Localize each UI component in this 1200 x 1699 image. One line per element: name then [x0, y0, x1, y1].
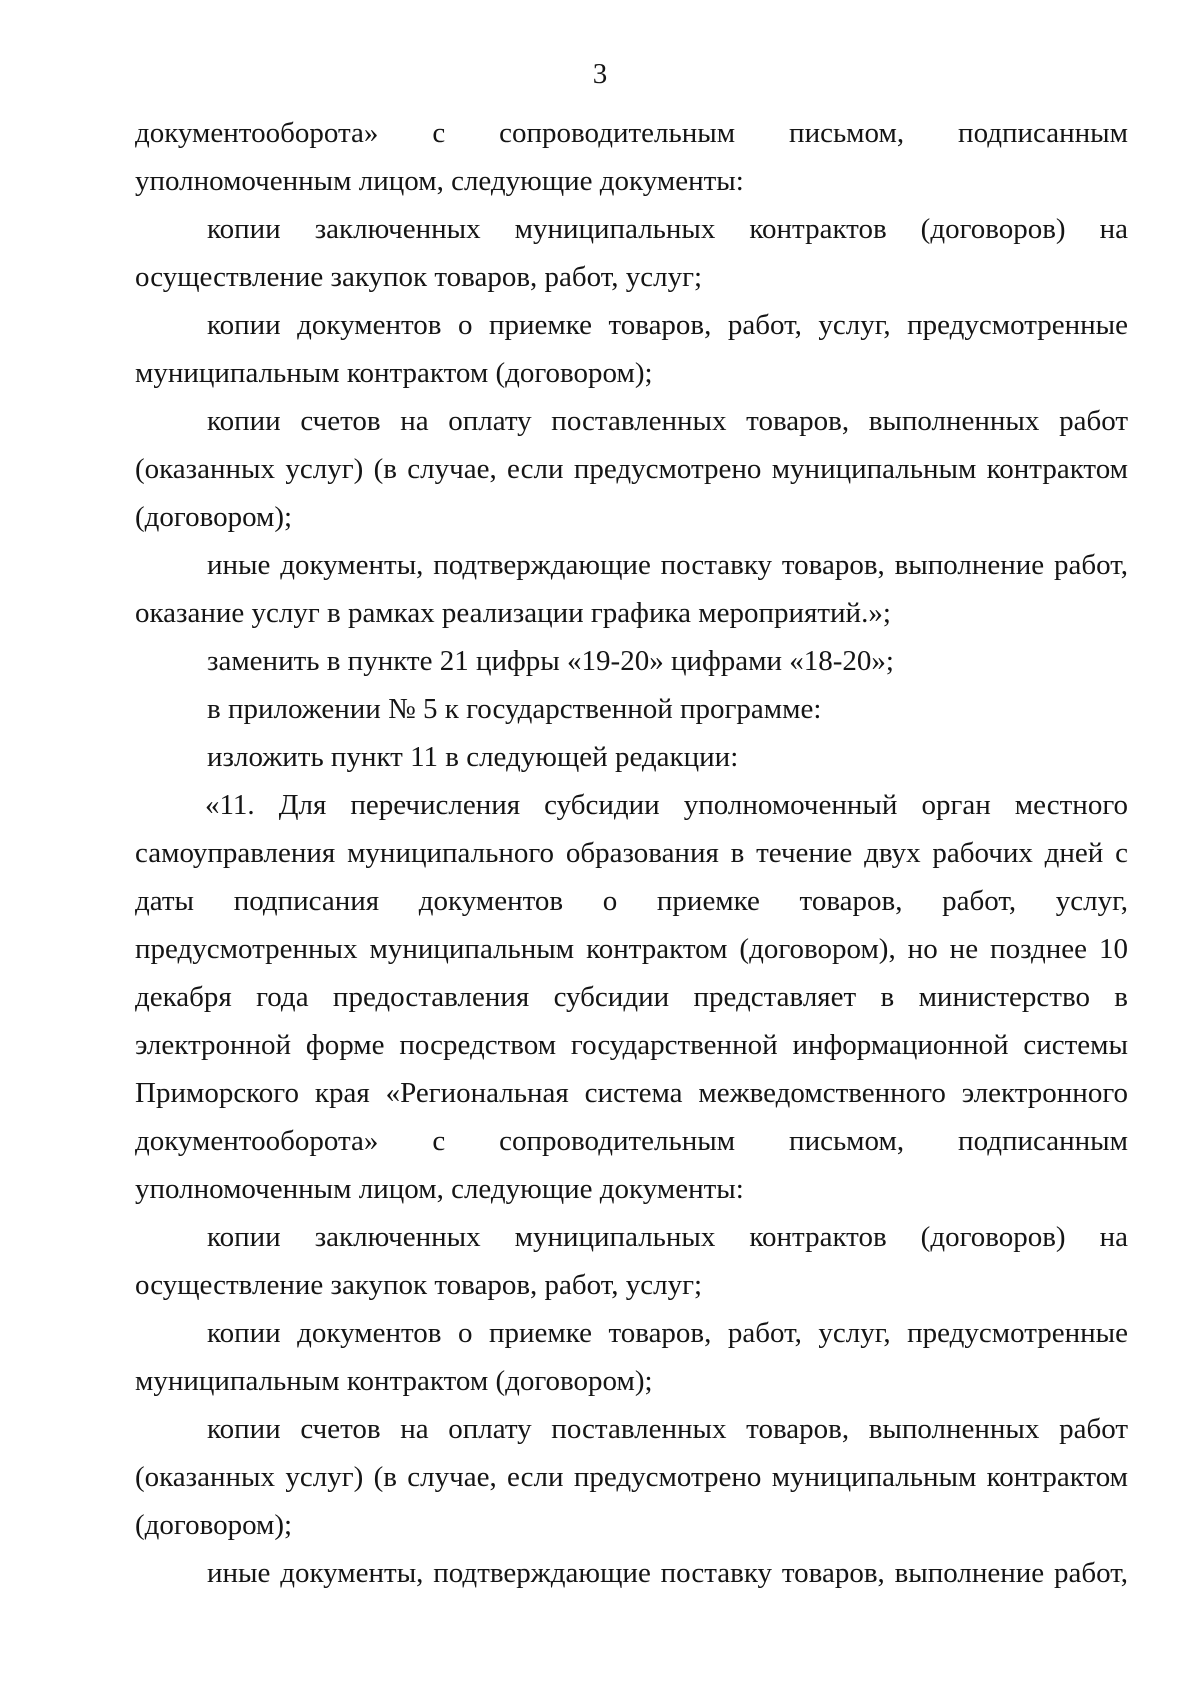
paragraph-replace-digits: заменить в пункте 21 цифры «19-20» цифрами «18-20»; [207, 645, 894, 677]
document-body [135, 109, 1128, 1597]
paragraph-continuation: документооборота» с сопроводительным письмом, подписанным уполномоченным лицом, следующие документы: [135, 117, 1128, 197]
paragraph-other-documents-2: иные документы, подтверждающие поставку товаров, выполнение работ, [207, 1557, 1128, 1589]
paragraph-invoice-copies-2: копии счетов на оплату поставленных товаров, выполненных работ (оказанных услуг) (в случае, если предусмотрено муниципальным контрактом (договором); [135, 1413, 1128, 1541]
paragraph-item-11: «11. Для перечисления субсидии уполномоченный орган местного самоуправления муниципального образования в течение двух рабочих дней с даты подписания документов о приемке товаров, работ, услуг, предусмотренных муниципальным контрактом (договором), но не позднее 10 декабря года предоставления субсидии представляет в министерство в электронной форме посредством государственной информационной системы Приморского края «Региональная система межведомственного электронного документооборота» с сопроводительным письмом, подписанным уполномоченным лицом, следующие документы: [135, 789, 1128, 1205]
paragraph-contract-copies: копии заключенных муниципальных контрактов (договоров) на осуществление закупок товаров, работ, услуг; [135, 213, 1128, 293]
paragraph-other-documents: иные документы, подтверждающие поставку товаров, выполнение работ, оказание услуг в рамках реализации графика мероприятий.»; [135, 549, 1128, 629]
paragraph-amend-item-11: изложить пункт 11 в следующей редакции: [207, 741, 739, 773]
paragraph-contract-copies-2: копии заключенных муниципальных контрактов (договоров) на осуществление закупок товаров, работ, услуг; [135, 1221, 1128, 1301]
paragraph-appendix-5: в приложении № 5 к государственной программе: [207, 693, 822, 725]
paragraph-acceptance-documents: копии документов о приемке товаров, работ, услуг, предусмотренные муниципальным контрактом (договором); [135, 309, 1128, 389]
page-number: 3 [592, 58, 608, 90]
paragraph-invoice-copies: копии счетов на оплату поставленных товаров, выполненных работ (оказанных услуг) (в случае, если предусмотрено муниципальным контрактом (договором); [135, 405, 1128, 533]
paragraph-acceptance-documents-2: копии документов о приемке товаров, работ, услуг, предусмотренные муниципальным контрактом (договором); [135, 1317, 1128, 1397]
